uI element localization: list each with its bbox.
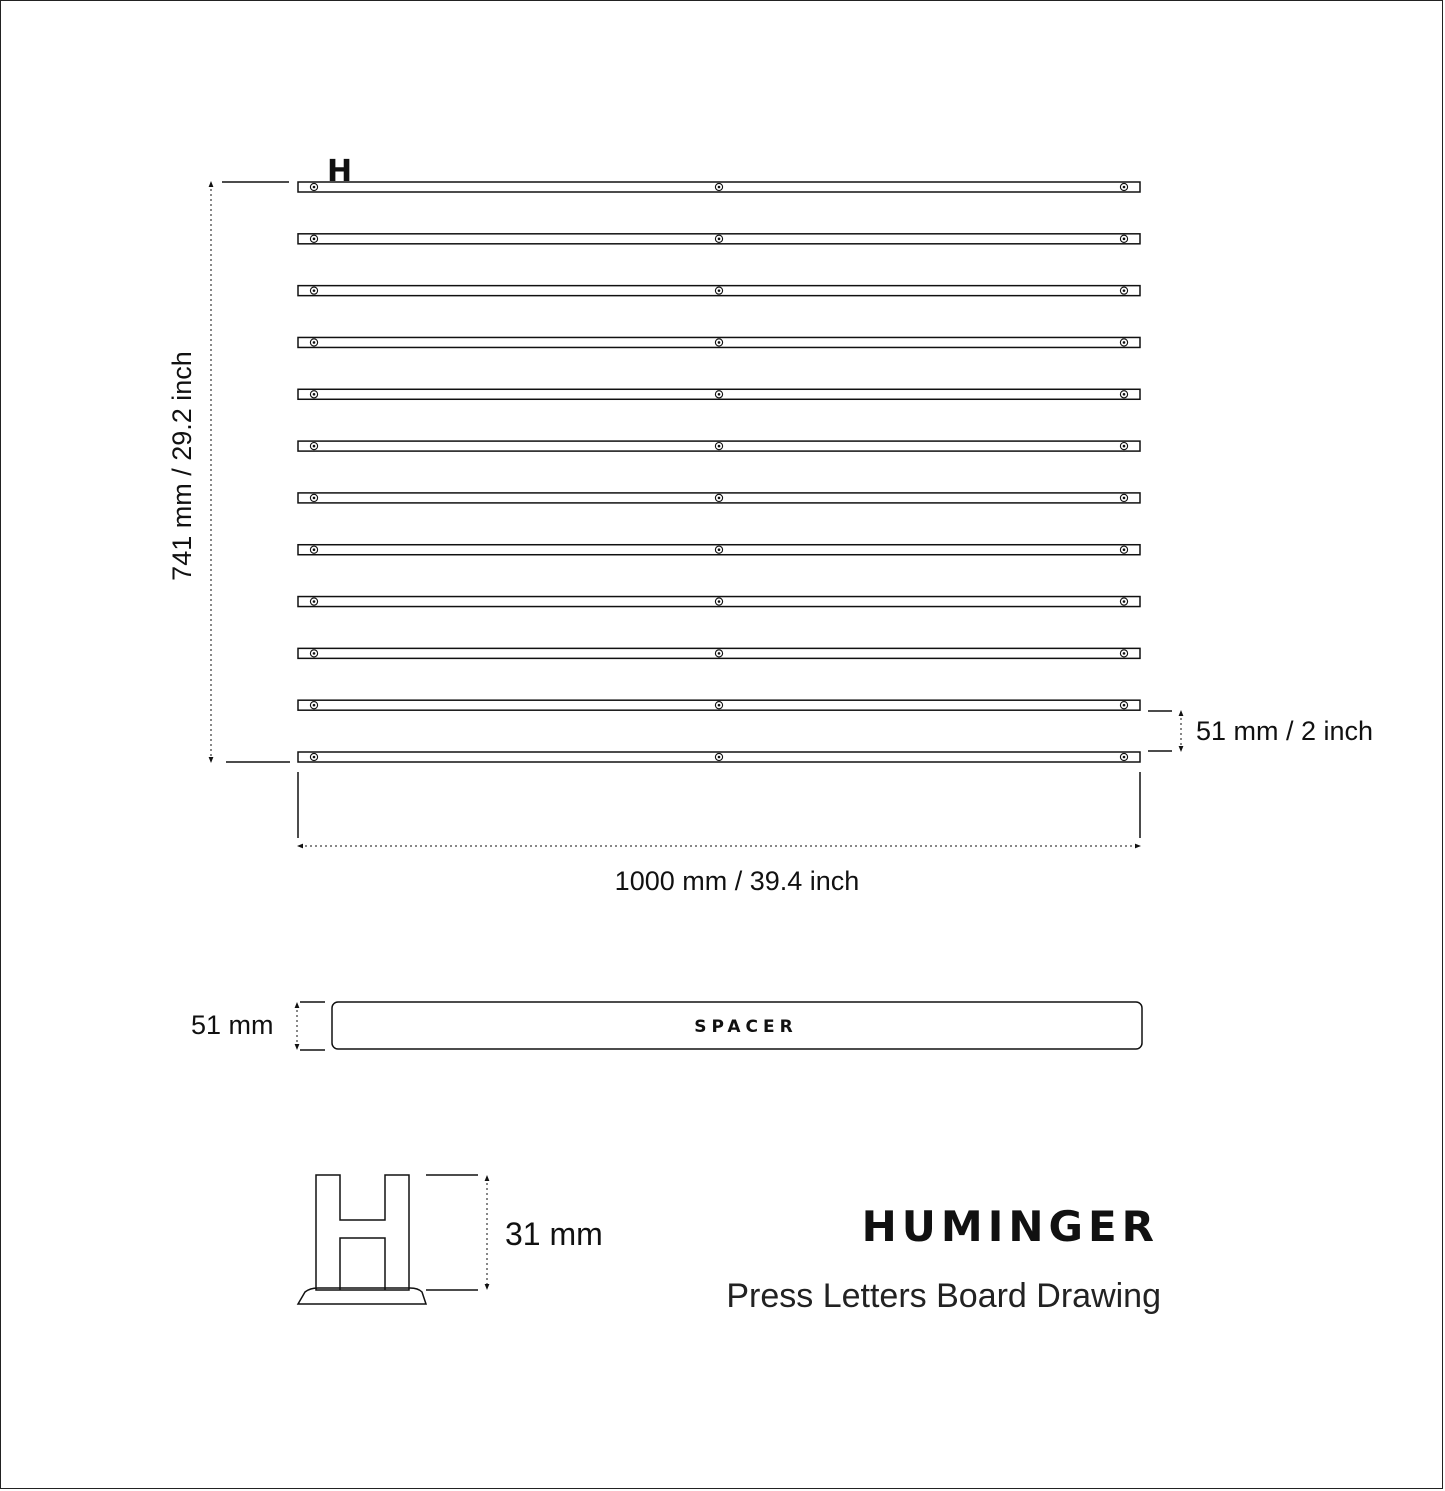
screw-center <box>313 341 316 344</box>
height-dimension <box>167 182 290 762</box>
screw-center <box>313 704 316 707</box>
screw-center <box>1123 341 1126 344</box>
screw-center <box>1123 393 1126 396</box>
screw-center <box>1123 756 1126 759</box>
screw-center <box>718 548 721 551</box>
screw-center <box>313 548 316 551</box>
screw-center <box>1123 704 1126 707</box>
spacer-label: SPACER <box>694 1017 798 1037</box>
screw-center <box>313 756 316 759</box>
screw-center <box>1123 548 1126 551</box>
letter-height-label: 31 mm <box>505 1216 603 1252</box>
spacer-height-label: 51 mm <box>191 1010 274 1040</box>
screw-center <box>313 393 316 396</box>
screw-center <box>718 600 721 603</box>
screw-center <box>313 600 316 603</box>
letter-h-mark: H <box>327 154 353 189</box>
screw-center <box>718 704 721 707</box>
rails-group <box>298 182 1140 762</box>
screw-center <box>313 289 316 292</box>
width-label: 1000 mm / 39.4 inch <box>614 866 860 896</box>
spacer-piece <box>191 1002 1142 1050</box>
screw-center <box>313 445 316 448</box>
screw-center <box>313 186 316 189</box>
screw-center <box>1123 238 1126 241</box>
screw-center <box>718 341 721 344</box>
letter-piece <box>298 1175 603 1304</box>
brand-name: HUMINGER <box>861 1202 1159 1251</box>
brand-subtitle: Press Letters Board Drawing <box>726 1277 1161 1315</box>
height-label: 741 mm / 29.2 inch <box>167 351 197 581</box>
screw-center <box>1123 497 1126 500</box>
screw-center <box>718 445 721 448</box>
screw-center <box>718 289 721 292</box>
screw-center <box>718 393 721 396</box>
letter-h-shape <box>316 1175 409 1290</box>
screw-center <box>313 497 316 500</box>
width-dimension <box>298 772 1140 896</box>
screw-center <box>313 652 316 655</box>
screw-center <box>1123 186 1126 189</box>
screw-center <box>313 238 316 241</box>
screw-center <box>1123 600 1126 603</box>
screw-center <box>718 497 721 500</box>
screw-center <box>1123 445 1126 448</box>
screw-center <box>718 652 721 655</box>
spacing-label: 51 mm / 2 inch <box>1196 716 1374 746</box>
screw-center <box>718 238 721 241</box>
screw-center <box>1123 289 1126 292</box>
screw-center <box>1123 652 1126 655</box>
spacing-dimension <box>1148 711 1373 751</box>
screw-center <box>718 756 721 759</box>
screw-center <box>718 186 721 189</box>
